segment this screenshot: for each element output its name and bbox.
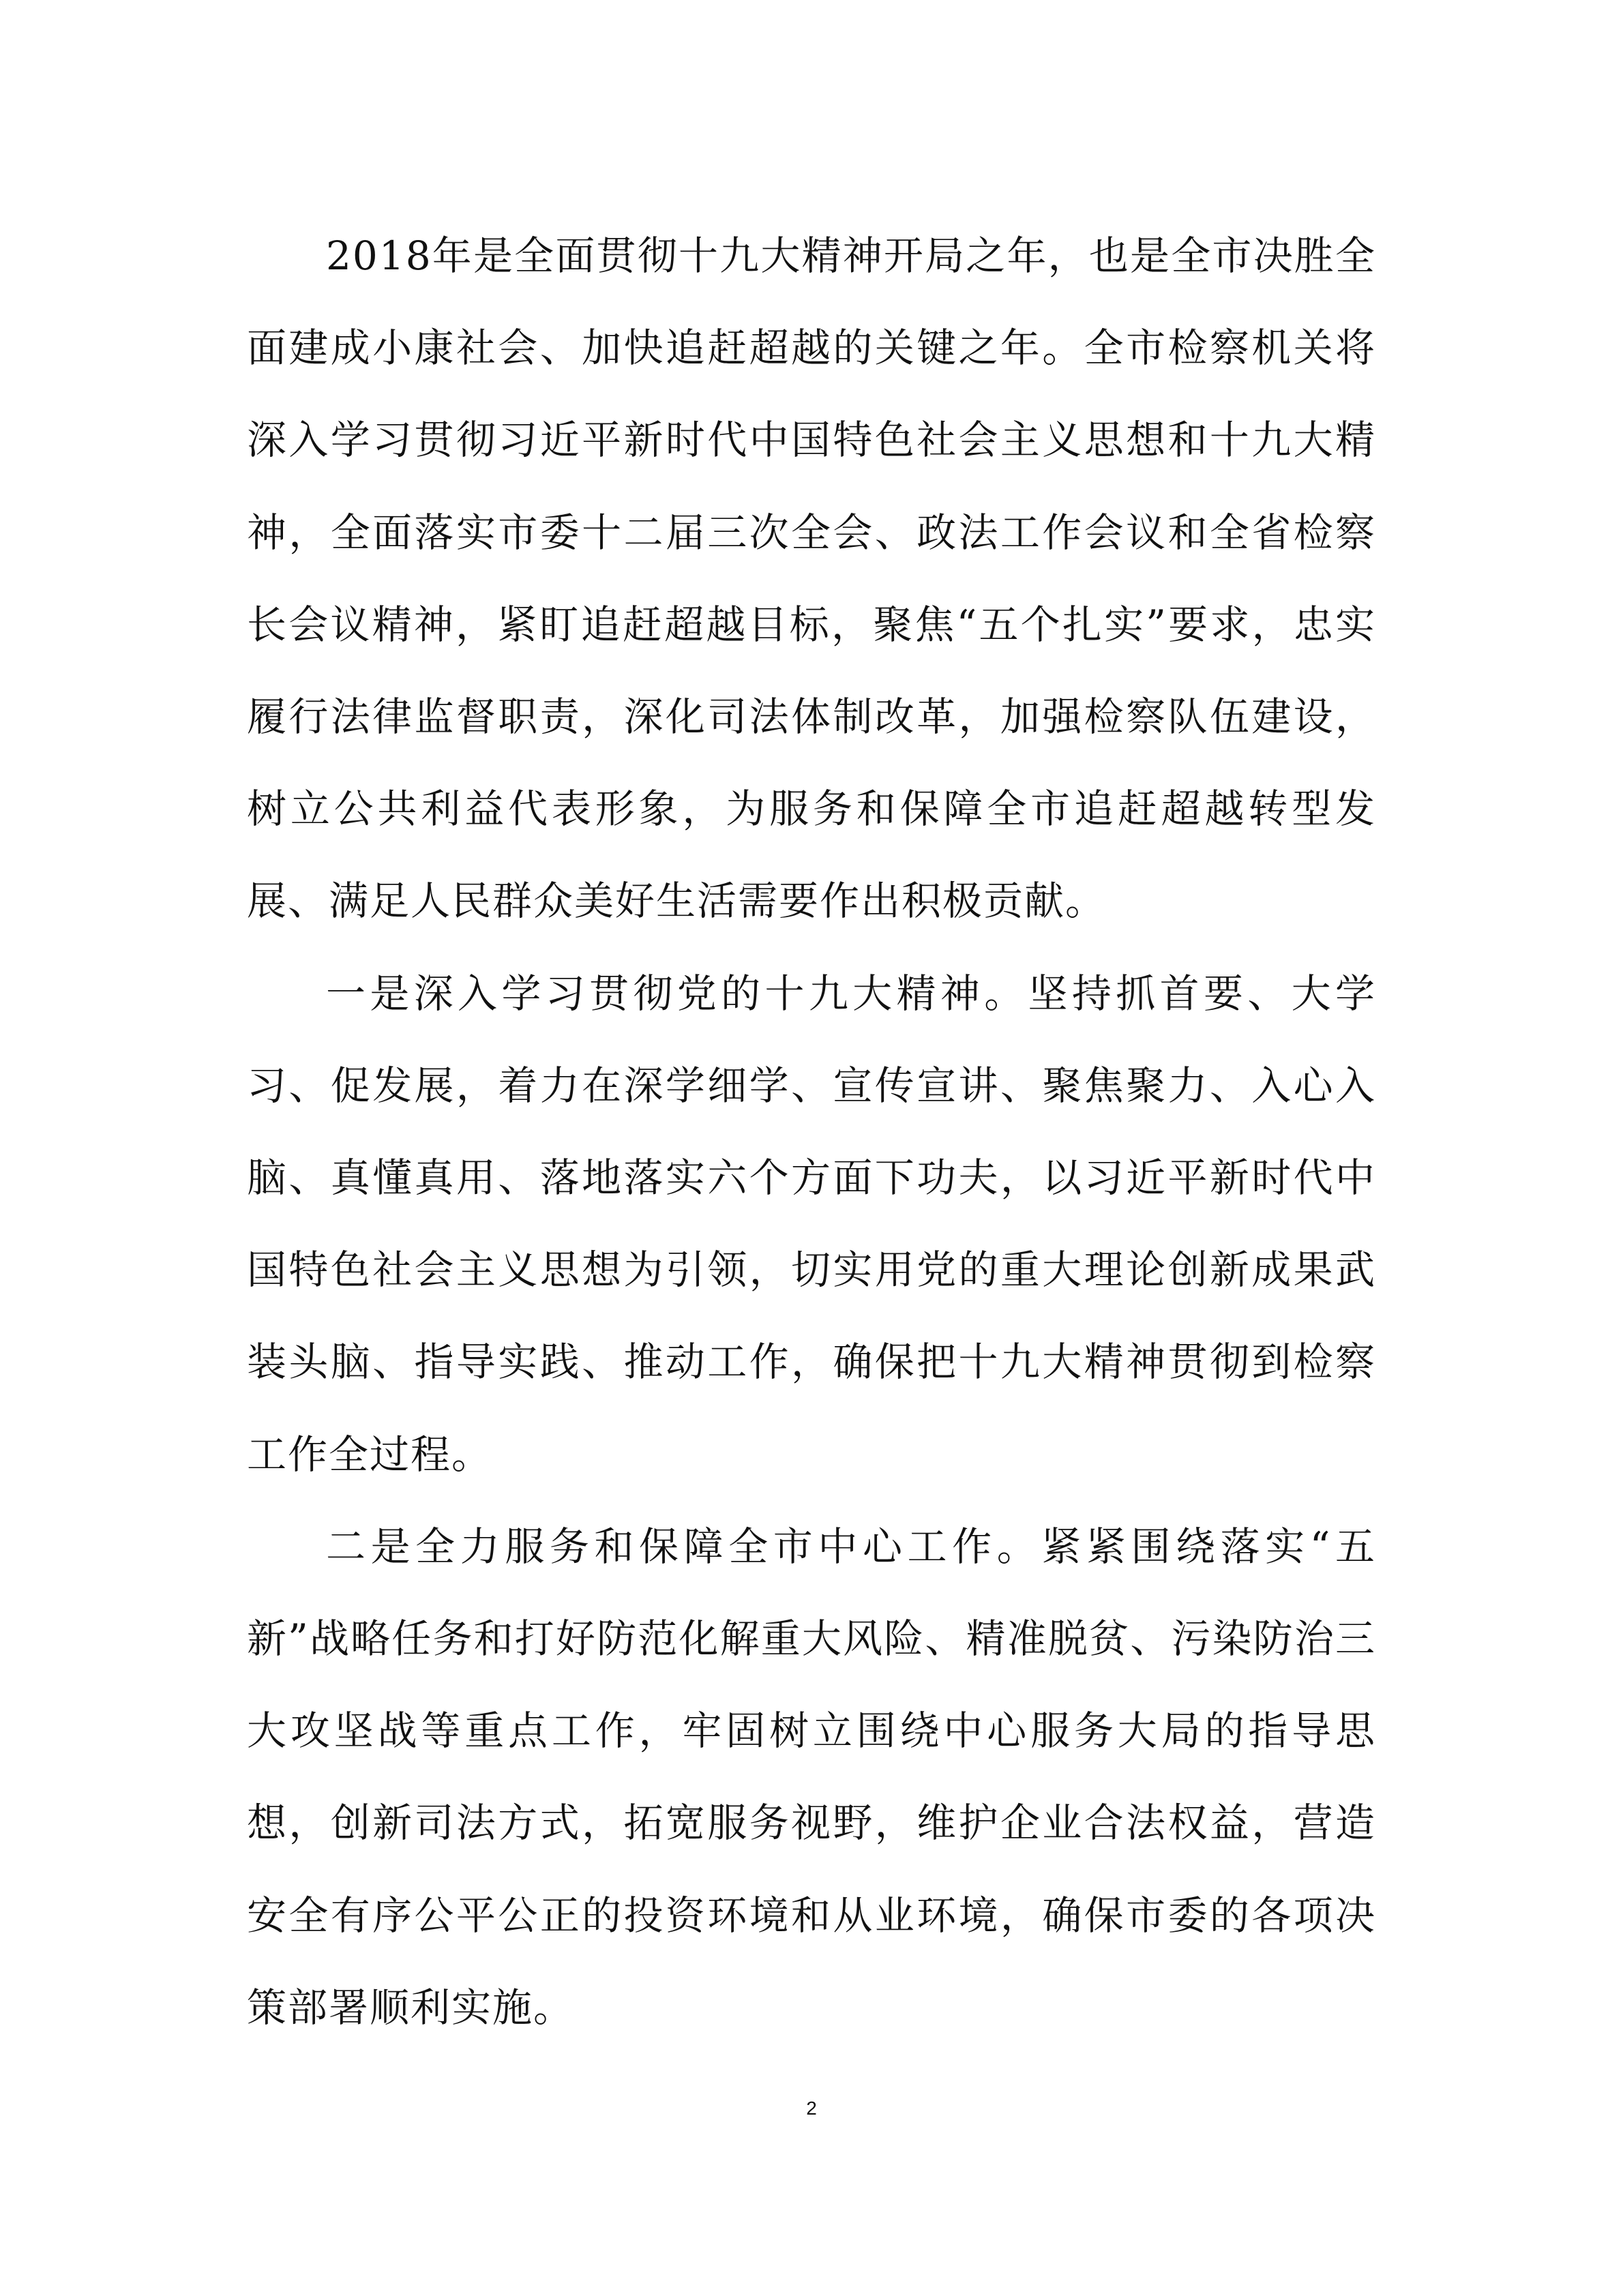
document-body	[247, 210, 1376, 2054]
paragraph-point-one: 一是深入学习贯彻党的十九大精神。坚持抓首要、大学习、促发展，着力在深学细学、宣传宣讲、聚焦聚力、入心入脑、真懂真用、落地落实六个方面下功夫，以习近平新时代中国特色社会主义思想为引领，切实用党的重大理论创新成果武装头脑、指导实践、推动工作，确保把十九大精神贯彻到检察工作全过程。	[247, 970, 1376, 1478]
page-number: 2	[806, 2098, 817, 2119]
paragraph-point-two: 二是全力服务和保障全市中心工作。紧紧围绕落实“五新”战略任务和打好防范化解重大风险、精准脱贫、污染防治三大攻坚战等重点工作，牢固树立围绕中心服务大局的指导思想，创新司法方式，拓宽服务视野，维护企业合法权益，营造安全有序公平公正的投资环境和从业环境，确保市委的各项决策部署顺利实施。	[247, 1523, 1376, 2031]
paragraph-intro: 2018年是全面贯彻十九大精神开局之年，也是全市决胜全面建成小康社会、加快追赶超越的关键之年。全市检察机关将深入学习贯彻习近平新时代中国特色社会主义思想和十九大精神，全面落实市委十二届三次全会、政法工作会议和全省检察长会议精神，紧盯追赶超越目标，聚焦“五个扎实”要求，忠实履行法律监督职责，深化司法体制改革，加强检察队伍建设，树立公共利益代表形象，为服务和保障全市追赶超越转型发展、满足人民群众美好生活需要作出积极贡献。	[247, 233, 1376, 925]
